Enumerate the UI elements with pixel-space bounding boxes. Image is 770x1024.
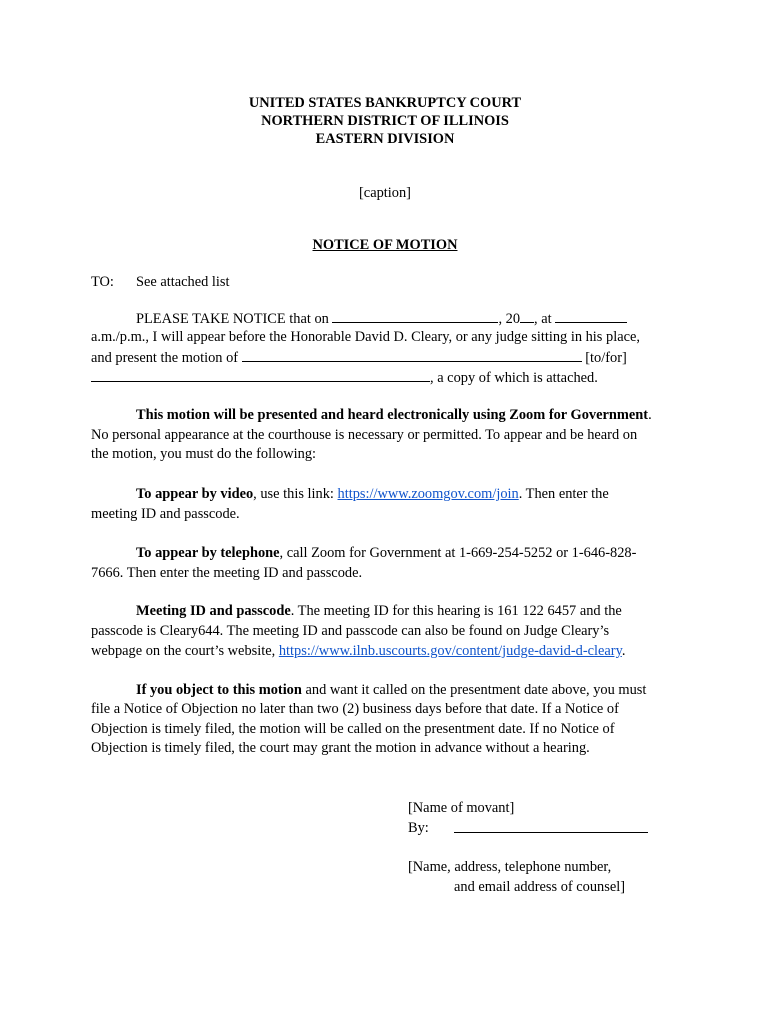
date-blank — [332, 307, 498, 323]
zoom-para-line-2: No personal appearance at the courthouse is necessary or permitted. To appear and be heard on — [91, 427, 638, 443]
video-para-bold: To appear by video — [136, 486, 254, 502]
judge-webpage-link[interactable]: https://www.ilnb.uscourts.gov/content/judge-david-d-cleary — [278, 643, 622, 659]
meeting-para-line-3 — [91, 641, 625, 661]
phone-para-bold: To appear by telephone — [136, 545, 280, 561]
by-label: By: — [408, 820, 429, 836]
meeting-para-line-1 — [136, 601, 622, 621]
document-title — [0, 235, 770, 255]
meeting-para-text: . — [621, 643, 626, 659]
district-name: NORTHERN DISTRICT OF ILLINOIS — [261, 113, 509, 129]
phone-para-line-2: 7666. Then enter the meeting ID and passcode. — [91, 565, 363, 581]
zoom-para-line-1 — [136, 405, 652, 425]
objection-para-line-1 — [136, 680, 646, 700]
notice-line-4 — [91, 366, 598, 388]
year-blank — [520, 307, 534, 323]
caption-placeholder: [caption] — [359, 185, 411, 201]
counsel-info-line-1: [Name, address, telephone number, — [408, 859, 612, 875]
meeting-para-text: . The meeting ID for this hearing is 161 122 6457 and the — [290, 603, 622, 619]
objection-para-bold: If you object to this motion — [136, 682, 302, 698]
meeting-para-bold: Meeting ID and passcode — [136, 603, 291, 619]
zoom-join-link[interactable]: https://www.zoomgov.com/join — [337, 486, 519, 502]
counsel-info-line-2: and email address of counsel] — [454, 879, 626, 895]
notice-line-3 — [91, 346, 627, 368]
meeting-para-line-2: passcode is Cleary644. The meeting ID and passcode can also be found on Judge Cleary’s — [91, 623, 610, 639]
objection-para-line-3: Objection is timely filed, the motion will be called on the presentment date. If no Notice of — [91, 721, 615, 737]
signature-line — [454, 832, 648, 833]
zoom-para-bold: This motion will be presented and heard electronically using Zoom for Government — [136, 407, 649, 423]
phone-para-text: , call Zoom for Government at 1-669-254-5252 or 1-646-828- — [279, 545, 637, 561]
meeting-para-text: webpage on the court’s website, — [91, 643, 279, 659]
notice-text: , a copy of which is attached. — [430, 370, 598, 386]
notice-text: [to/for] — [581, 350, 627, 366]
video-para-text: . Then enter the — [518, 486, 609, 502]
objection-para-line-4: Objection is timely filed, the court may grant the motion in advance without a hearing. — [91, 740, 590, 756]
notice-line-2: a.m./p.m., I will appear before the Honorable David D. Cleary, or any judge sitting in his place, — [91, 329, 640, 345]
motion-purpose-blank — [91, 366, 430, 382]
movant-name-placeholder: [Name of movant] — [408, 800, 515, 816]
video-para-line-2: meeting ID and passcode. — [91, 506, 240, 522]
document-title-text: NOTICE OF MOTION — [312, 237, 458, 253]
zoom-para-text: . — [648, 407, 652, 423]
notice-text: PLEASE TAKE NOTICE that on — [136, 311, 333, 327]
division-name: EASTERN DIVISION — [315, 131, 455, 147]
phone-para-line-1 — [136, 543, 636, 563]
movant-blank — [242, 346, 582, 362]
time-blank — [555, 307, 627, 323]
notice-text: , 20 — [498, 311, 521, 327]
notice-text: and present the motion of — [91, 350, 242, 366]
video-para-line-1 — [136, 484, 609, 504]
objection-para-text: and want it called on the presentment date above, you must — [301, 682, 647, 698]
court-name: UNITED STATES BANKRUPTCY COURT — [248, 95, 522, 111]
to-value: See attached list — [136, 274, 230, 290]
zoom-para-line-3: the motion, you must do the following: — [91, 446, 317, 462]
notice-text: , at — [534, 311, 556, 327]
video-para-text: , use this link: — [253, 486, 338, 502]
to-label: TO: — [91, 274, 114, 290]
objection-para-line-2: file a Notice of Objection no later than two (2) business days before that date. If a Notice of — [91, 701, 619, 717]
notice-line-1 — [136, 307, 627, 329]
